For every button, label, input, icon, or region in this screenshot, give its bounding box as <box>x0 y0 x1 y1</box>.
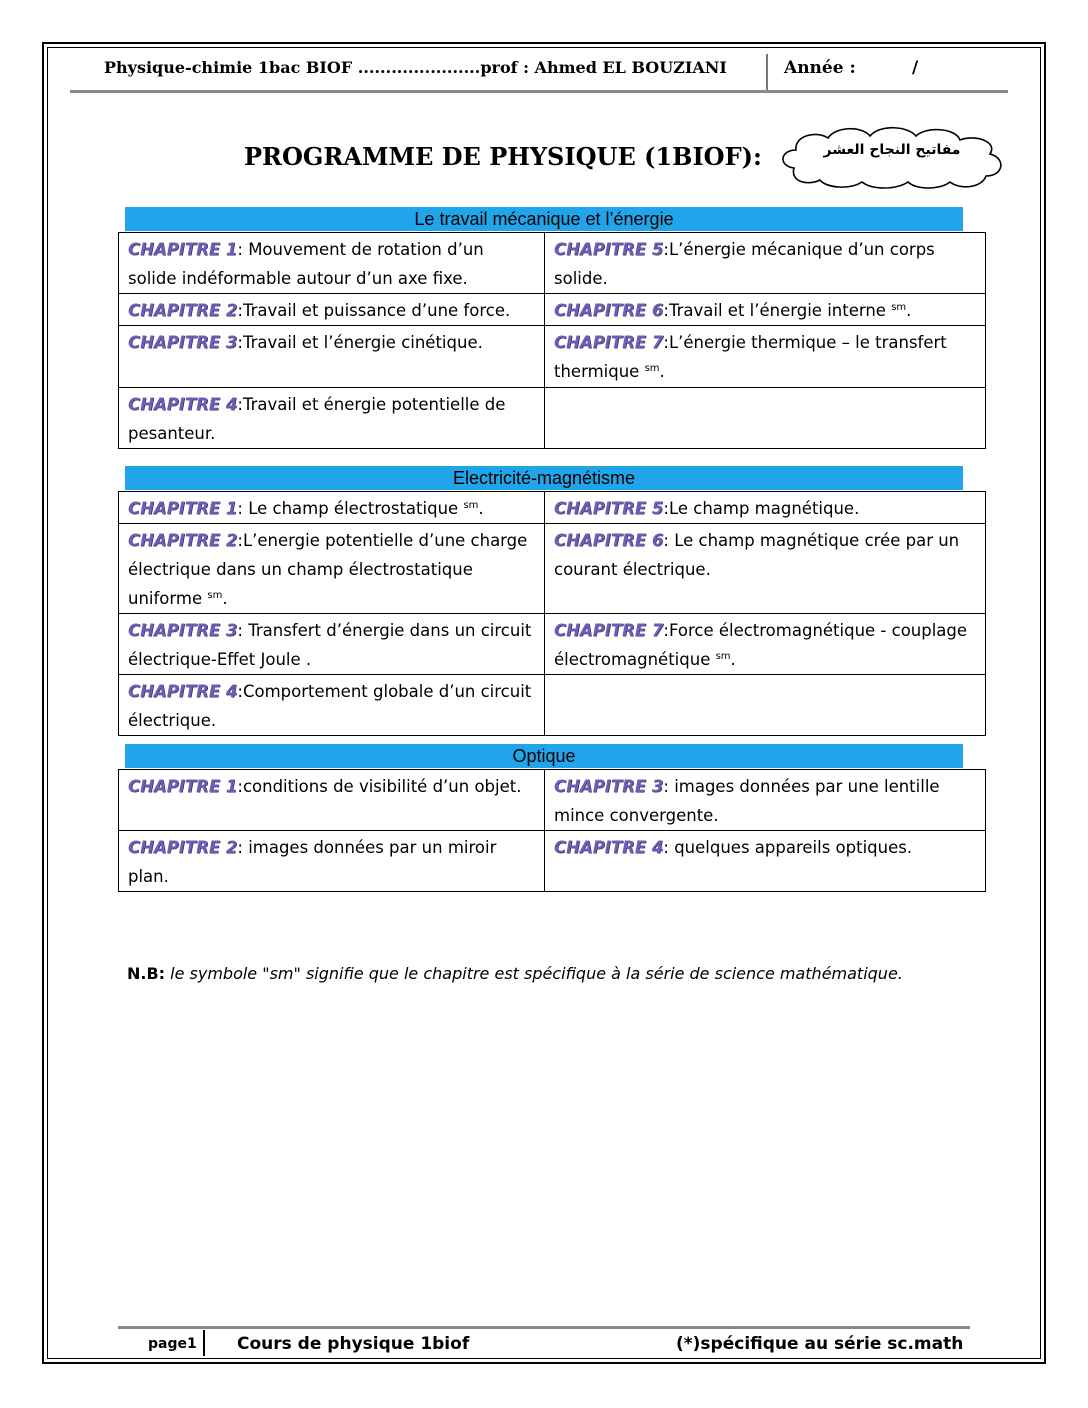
chapter-cell <box>545 388 986 449</box>
sm-marker: sm <box>644 363 660 374</box>
chapter-cell <box>119 524 545 614</box>
header-divider <box>766 54 768 92</box>
chapter-title: :L’énergie mécanique d’un corps solide. <box>554 240 935 288</box>
chapter-label: CHAPITRE 7 <box>554 621 664 640</box>
chapter-title: : images données par un miroir plan. <box>128 838 497 886</box>
chapter-table <box>118 769 986 892</box>
chapter-cell <box>545 492 986 524</box>
chapter-label: CHAPITRE 4 <box>128 395 238 414</box>
chapter-cell <box>119 831 545 892</box>
header-course-info: Physique-chimie 1bac BIOF ......................prof : Ahmed EL BOUZIANI <box>104 58 727 77</box>
chapter-label: CHAPITRE 2 <box>128 838 238 857</box>
chapter-title-end: . <box>659 362 665 381</box>
table-row <box>119 326 986 388</box>
chapter-label: CHAPITRE 4 <box>128 682 238 701</box>
note <box>127 964 903 983</box>
chapter-title: : Mouvement de rotation d’un solide indéformable autour d’un axe fixe. <box>128 240 484 288</box>
footer-course: Cours de physique 1biof <box>237 1334 470 1354</box>
chapter-cell <box>545 294 986 326</box>
chapter-label: CHAPITRE 6 <box>554 301 664 320</box>
chapter-title: :L’énergie thermique – le transfert thermique <box>554 333 947 381</box>
chapter-title: :Travail et l’énergie cinétique. <box>237 333 483 352</box>
section-heading: Le travail mécanique et l’énergie <box>125 207 963 231</box>
chapter-label: CHAPITRE 6 <box>554 531 664 550</box>
chapter-table <box>118 491 986 736</box>
table-row <box>119 675 986 736</box>
chapter-cell <box>119 233 545 294</box>
chapter-cell <box>545 831 986 892</box>
chapter-cell <box>545 326 986 388</box>
sm-marker: sm <box>891 302 907 313</box>
chapter-cell <box>119 388 545 449</box>
sm-marker: sm <box>715 651 731 662</box>
chapter-label: CHAPITRE 1 <box>128 499 238 518</box>
chapter-title: :conditions de visibilité d’un objet. <box>237 777 522 796</box>
note-label: N.B: <box>127 964 166 983</box>
chapter-title-end: . <box>906 301 912 320</box>
chapter-label: CHAPITRE 2 <box>128 531 238 550</box>
table-row <box>119 770 986 831</box>
footer-note: (*)spécifique au série sc.math <box>676 1334 964 1354</box>
chapter-cell <box>119 675 545 736</box>
table-row <box>119 831 986 892</box>
footer-page-number: page1 <box>148 1336 197 1352</box>
chapter-title: :Travail et l’énergie interne <box>663 301 892 320</box>
table-row <box>119 524 986 614</box>
table-row <box>119 294 986 326</box>
chapter-title: :L’energie potentielle d’une charge électrique dans un champ électrostatique uniforme <box>128 531 528 608</box>
chapter-title: :Le champ magnétique. <box>663 499 860 518</box>
header-year-slash: / <box>912 58 919 78</box>
chapter-label: CHAPITRE 3 <box>128 333 238 352</box>
chapter-title: :Force électromagnétique - couplage électromagnétique <box>554 621 968 669</box>
chapter-cell <box>119 294 545 326</box>
sm-marker: sm <box>207 590 223 601</box>
header-rule <box>70 90 1008 93</box>
chapter-cell <box>119 492 545 524</box>
header-year-label: Année : <box>784 58 856 78</box>
chapter-cell <box>545 614 986 675</box>
chapter-title: : Le champ magnétique crée par un courant électrique. <box>554 531 960 579</box>
chapter-label: CHAPITRE 3 <box>554 777 664 796</box>
header-year <box>784 58 919 78</box>
chapter-cell <box>545 524 986 614</box>
sm-marker: sm <box>463 500 479 511</box>
chapter-title-end: . <box>222 589 228 608</box>
chapter-cell <box>545 770 986 831</box>
chapter-title-end: . <box>478 499 484 518</box>
page-title: PROGRAMME DE PHYSIQUE (1BIOF): <box>244 142 762 171</box>
table-row <box>119 233 986 294</box>
chapter-label: CHAPITRE 7 <box>554 333 664 352</box>
chapter-label: CHAPITRE 1 <box>128 240 238 259</box>
section-heading: Electricité-magnétisme <box>125 466 963 490</box>
chapter-cell <box>545 675 986 736</box>
chapter-cell <box>119 770 545 831</box>
chapter-cell <box>545 233 986 294</box>
chapter-title-end: . <box>730 650 736 669</box>
chapter-label: CHAPITRE 2 <box>128 301 238 320</box>
footer-rule <box>118 1326 970 1329</box>
chapter-title: :Travail et puissance d’une force. <box>237 301 511 320</box>
table-row <box>119 388 986 449</box>
chapter-title: : quelques appareils optiques. <box>663 838 913 857</box>
chapter-title: :Comportement globale d’un circuit électrique. <box>128 682 532 730</box>
chapter-title: : Le champ électrostatique <box>237 499 464 518</box>
chapter-label: CHAPITRE 4 <box>554 838 664 857</box>
chapter-table <box>118 232 986 449</box>
chapter-cell <box>119 326 545 388</box>
chapter-title: :Travail et énergie potentielle de pesanteur. <box>128 395 506 443</box>
chapter-cell <box>119 614 545 675</box>
chapter-label: CHAPITRE 5 <box>554 499 664 518</box>
cloud-text: مفاتيح النجاح العشر <box>823 142 961 158</box>
note-text: le symbole "sm" signifie que le chapitre est spécifique à la série de science mathématique. <box>165 964 903 983</box>
chapter-label: CHAPITRE 1 <box>128 777 238 796</box>
chapter-title: : images données par une lentille mince convergente. <box>554 777 940 825</box>
table-row <box>119 492 986 524</box>
chapter-label: CHAPITRE 3 <box>128 621 238 640</box>
table-row <box>119 614 986 675</box>
section-heading: Optique <box>125 744 963 768</box>
chapter-label: CHAPITRE 5 <box>554 240 664 259</box>
chapter-title: : Transfert d’énergie dans un circuit électrique-Effet Joule . <box>128 621 532 669</box>
